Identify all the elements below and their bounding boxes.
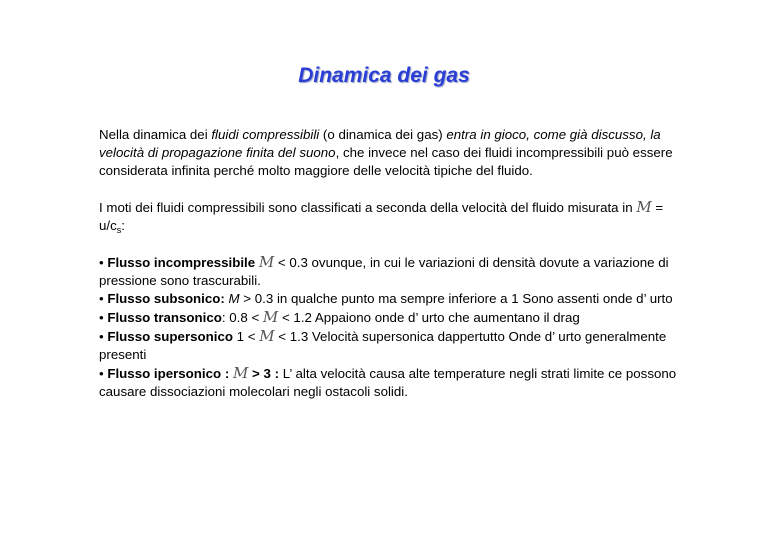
classification-text-2: = u/c [99, 200, 664, 233]
bullet: • [99, 291, 108, 306]
intro-text-3: (o dinamica dei gas) [319, 127, 447, 142]
item-heading: Flusso incompressibile [107, 255, 259, 270]
bullet: • [99, 255, 108, 270]
classification-paragraph [99, 198, 689, 235]
slide-title: Dinamica dei gas [298, 64, 470, 87]
item-text: < 1.3 Velocità supersonica dappertutto Onde d’ urto generalmente presenti [99, 329, 667, 362]
classification-text-1: I moti dei fluidi compressibili sono classificati a seconda della velocità del fluido misurata in [99, 200, 637, 215]
list-item-hypersonic [99, 364, 689, 401]
item-pre-text: : 0.8 < [221, 310, 263, 325]
list-item-transonic [99, 308, 689, 327]
item-heading-suffix: > 3 : [248, 366, 279, 381]
classification-text-3: : [121, 218, 125, 233]
item-heading: Flusso ipersonico : [107, 366, 233, 381]
item-heading: Flusso subsonico: [107, 291, 225, 306]
list-item-incompressible [99, 253, 689, 290]
mach-symbol: M [262, 308, 279, 326]
intro-text-5: , che invece nel caso dei fluidi incompressibili può essere considerata infinita perché molto maggiore delle velocità tipiche del fluido. [99, 145, 673, 178]
intro-text-2: fluidi compressibili [211, 127, 320, 142]
mach-symbol: M [258, 253, 275, 271]
item-pre-text: 1 < [232, 329, 260, 344]
list-item-subsonic [99, 290, 689, 308]
item-heading: Flusso supersonico [107, 329, 233, 344]
item-text: < 1.2 Appaiono onde d’ urto che aumentano il drag [278, 310, 580, 325]
item-text: < 0.3 ovunque, in cui le variazioni di densità dovute a variazione di pressione sono trascurabili. [99, 255, 669, 288]
flow-regime-list [99, 253, 689, 401]
bullet: • [99, 310, 108, 325]
mach-symbol-plain: M [228, 291, 240, 306]
bullet: • [99, 366, 108, 381]
item-text: > 0.3 in qualche punto ma sempre inferiore a 1 Sono assenti onde d’ urto [239, 291, 673, 306]
item-heading: Flusso transonico [107, 310, 222, 325]
slide-body [99, 126, 689, 401]
mach-symbol: M [259, 327, 275, 345]
mach-symbol: M [636, 198, 652, 216]
sound-speed-subscript: s [116, 225, 122, 235]
intro-text-1: Nella dinamica dei [99, 127, 212, 142]
bullet: • [99, 329, 108, 344]
mach-symbol: M [232, 364, 249, 382]
list-item-supersonic [99, 327, 689, 364]
item-text: L’ alta velocità causa alte temperature negli strati limite ce possono causare dissociazioni molecolari negli ostacoli solidi. [99, 366, 677, 399]
intro-text-4: entra in gioco, come già discusso, la velocità di propagazione finita del suono [99, 127, 661, 160]
intro-paragraph [99, 126, 689, 180]
